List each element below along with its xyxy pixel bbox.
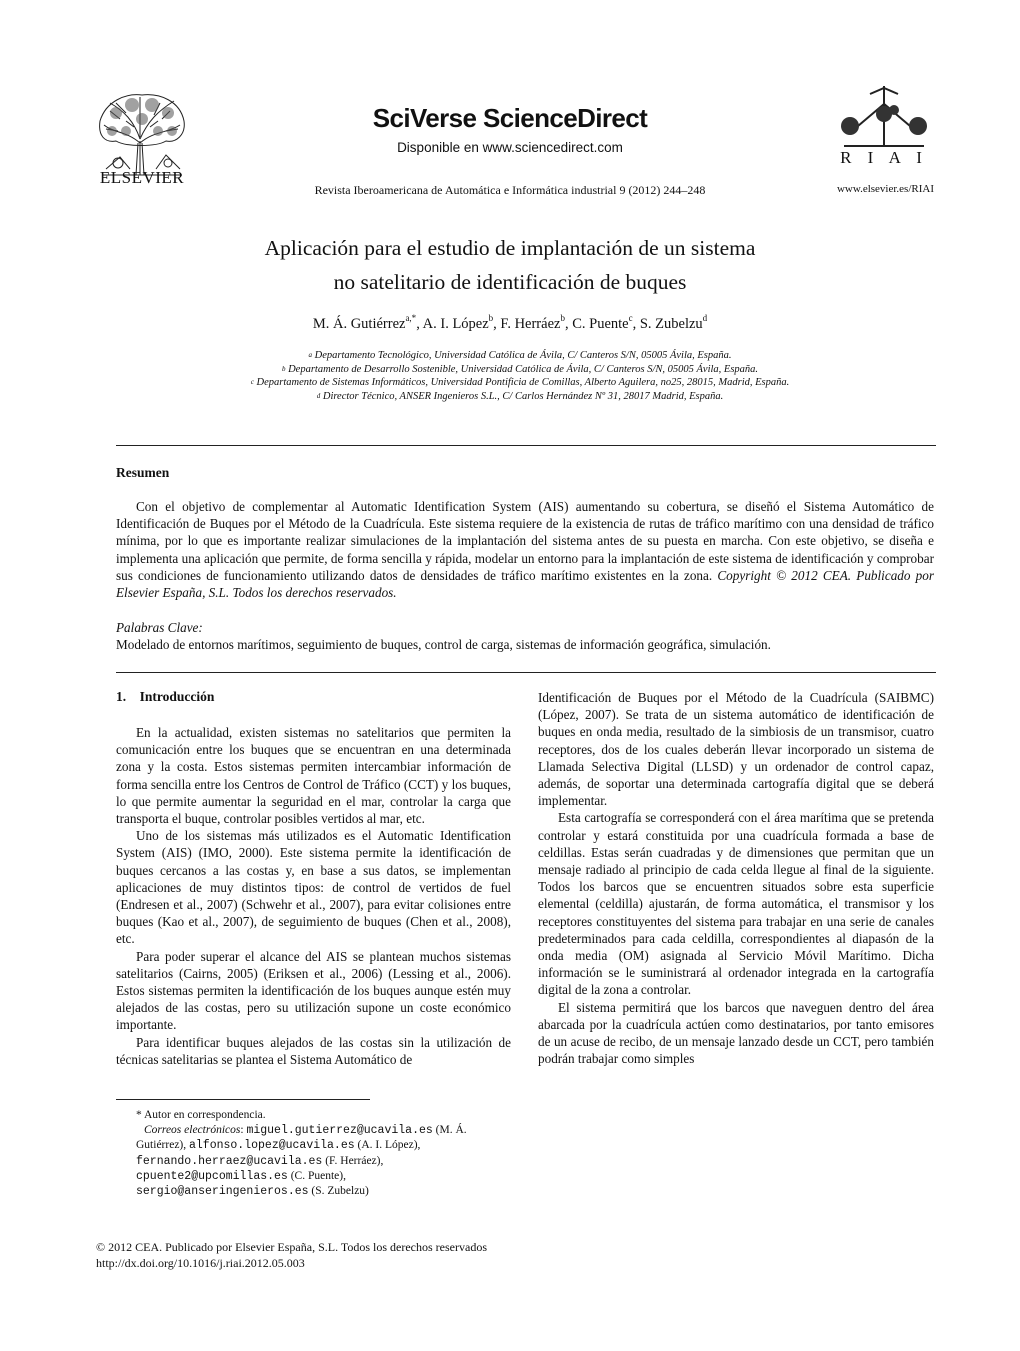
affiliation-mark: d	[316, 392, 321, 401]
author-name: S. Zubelzu	[639, 316, 703, 332]
affiliation	[120, 376, 920, 390]
email-owner: (C. Puente),	[290, 1169, 346, 1182]
affiliation-list	[120, 349, 920, 404]
email-link[interactable]: miguel.gutierrez@ucavila.es	[246, 1124, 433, 1138]
footer-copyright: © 2012 CEA. Publicado por Elsevier España, S.L. Todos los derechos reservados	[96, 1240, 487, 1254]
affiliation-mark: b	[281, 364, 286, 373]
author-affiliation-mark: a,*	[405, 313, 417, 323]
author-separator: ,	[632, 316, 640, 332]
author-name: C. Puente	[572, 316, 629, 332]
email-owner: (S. Zubelzu)	[311, 1185, 369, 1198]
affiliation	[120, 390, 920, 404]
platform-title: SciVerse ScienceDirect	[372, 103, 648, 133]
author-name: M. Á. Gutiérrez	[312, 316, 406, 332]
paper-title-line-1: Aplicación para el estudio de implantación de un sistema	[264, 236, 756, 260]
journal-url[interactable]: www.elsevier.es/RIAI	[836, 183, 934, 195]
paragraph: Para poder superar el alcance del AIS se plantean muchos sistemas satelitarios (Cairns, 2005) (Eriksen et al., 2006) (Lessing et al., 2006). Estos sistemas permiten la identificación de los buques aunque estén muy alejados de las costas, pero su utilización supone un coste económico importante.	[116, 948, 511, 1033]
author-affiliation-mark: d	[702, 313, 708, 323]
footnote-divider	[116, 1099, 370, 1100]
author-separator: ,	[564, 316, 573, 332]
affiliation-text: Director Técnico, ANSER Ingenieros S.L., C/ Carlos Hernández Nº 31, 28017 Madrid, España.	[322, 391, 724, 403]
email-owner: (F. Herráez),	[325, 1154, 384, 1167]
author-affiliation-mark: b	[488, 313, 494, 323]
author-separator: ,	[416, 316, 423, 332]
affiliation-text: Departamento Tecnológico, Universidad Católica de Ávila, C/ Canteros S/N, 05005 Ávila, España.	[314, 350, 732, 361]
publisher-name: ELSEVIER	[99, 168, 185, 187]
platform-subtitle: Disponible en www.sciencedirect.com	[397, 140, 623, 155]
affiliation-text: Departamento de Desarrollo Sostenible, Universidad Católica de Ávila, C/ Canteros S/N, 05005 Ávila, España.	[288, 363, 759, 375]
corresponding-author-note: * Autor en correspondencia.	[136, 1109, 266, 1121]
email-list: Correos electrónicos: miguel.gutierrez@ucavila.es (M. Á. Gutiérrez), alfonso.lopez@ucavila.es (A. I. López), fernando.herraez@ucavila.es (F. Herráez), cpuente2@upcomillas.es (C. Puente), sergio@anseringenieros.es (S. Zubelzu)	[136, 1124, 467, 1199]
paper-title	[150, 231, 870, 299]
emails-label: Correos electrónicos	[144, 1124, 241, 1137]
email-link[interactable]: sergio@anseringenieros.es	[136, 1185, 309, 1199]
email-owner: (A. I. López),	[357, 1139, 421, 1152]
abstract-heading: Resumen	[116, 465, 170, 480]
affiliation-mark: c	[250, 378, 254, 387]
email-link[interactable]: fernando.herraez@ucavila.es	[136, 1154, 323, 1168]
author-affiliation-mark: b	[560, 313, 565, 323]
affiliation	[120, 349, 920, 363]
email-link[interactable]: alfonso.lopez@ucavila.es	[189, 1139, 355, 1153]
footer-doi[interactable]: http://dx.doi.org/10.1016/j.riai.2012.05.003	[96, 1256, 305, 1270]
right-column	[538, 689, 934, 1067]
keywords-label: Palabras Clave:	[116, 620, 203, 635]
paragraph: En la actualidad, existen sistemas no satelitarios que permiten la comunicación entre los buques que se encuentran en una determinada zona y la costa. Estos sistemas permiten intercambiar información de forma sencilla entre los Centros de Control de Tráfico (CCT) y los buques, lo que permite aumentar la seguridad en el mar, controlar la carga que transporta el buque, controlar posibles vertidos al mar, etc.	[116, 725, 511, 827]
footnotes	[136, 1108, 516, 1199]
affiliation	[120, 363, 920, 377]
email-link[interactable]: cpuente2@upcomillas.es	[136, 1169, 288, 1183]
left-column	[116, 724, 511, 1068]
keywords: Modelado de entornos marítimos, seguimiento de buques, control de carga, sistemas de información geográfica, simulación.	[116, 637, 771, 652]
author-name: F. Herráez	[500, 316, 561, 332]
abstract-copyright: Copyright © 2012 CEA. Publicado por Elsevier España, S.L. Todos los derechos reservados.	[116, 567, 935, 601]
paragraph: Esta cartografía se corresponderá con el área marítima que se pretenda controlar y estará constituida por una cuadrícula formada a base de celdillas. Estas serán cuadradas y de dimensiones que permitan que un mensaje radiado al principio de cada celda llegue al final de la siguiente. Todos los barcos que se encuentren situados sobre esta superficie elemental (celdilla) ajustarán, de forma automática, el transmisor y los receptores constituyentes del sistema para trabajar en una serie de canales predeterminados para cada celdilla, correspondientes al diapasón de la onda media (OM) asignada al Servicio Móvil Marítimo. Dicha información se le suministrará al ordenador integrada en la cartografía digital de la zona a controlar.	[538, 810, 934, 998]
paper-title-line-2: no satelitario de identificación de buques	[333, 270, 687, 294]
paragraph: Identificación de Buques por el Método de la Cuadrícula (SAIBMC) (López, 2007). Se trata de un sistema automático de identificación de buques en onda media, resultado de la simbiosis de un transmisor, cuatro receptores, dos de los cuales deberán llevar incorporado un sistema de Llamada Selectiva Digital (LLSD) y un ordenador de control capaz, además, de soportar una determinada cartografía digital que se deberá implementar.	[538, 690, 934, 809]
paragraph: Para identificar buques alejados de las costas sin la utilización de técnicas satelitarias se plantea el Sistema Automático de	[116, 1034, 511, 1067]
author-affiliation-mark: c	[628, 313, 633, 323]
author-name: A. I. López	[422, 316, 489, 332]
abstract-body: Con el objetivo de complementar al Automatic Identification System (AIS) aumentando su cobertura, se diseñó el Sistema Automático de Identificación de Buques por el Método de la Cuadrícula. Este sistema requiere de la existencia de rutas de tráfico marítimo con una densidad de tráfico mínima, por lo que es importante realizar simulaciones de la implantación del sistema antes de su puesta en marcha. Con este objetivo, se diseña e implementa una aplicación que permite, de forma sencilla y rápida, modelar un entorno para la implantación de este sistema de identificación y comprobar sus condiciones de funcionamiento utilizando datos de densidades de tráfico marítimo existentes en la zona.	[116, 499, 934, 583]
journal-citation: Revista Iberoamericana de Automática e Informática industrial 9 (2012) 244–248	[314, 183, 706, 197]
section-heading: 1. Introducción	[116, 689, 215, 704]
riai-letters: R I A I	[840, 148, 928, 167]
author-separator: ,	[493, 316, 501, 332]
divider	[116, 445, 936, 446]
page-footer	[96, 1239, 696, 1271]
abstract-text	[116, 498, 934, 601]
paragraph: El sistema permitirá que los barcos que naveguen dentro del área abarcada por la cuadrícula actúen como destinatarios, por tanto emisores de un acuse de recibo, de un mensaje lanzado desde un CCT, pero también podrán trabajar como simples	[538, 999, 934, 1067]
divider	[116, 672, 936, 673]
paragraph: Uno de los sistemas más utilizados es el Automatic Identification System (AIS) (IMO, 2000). Este sistema permite la identificación de buques cercanos a las costas y, en base a sus datos, se implementan aplicaciones de muy distintos tipos: de control de vertidos de fuel (Endresen et al., 2007) (Schwehr et al., 2007), para evitar colisiones entre buques (Kao et al., 2007), de seguimiento de buques (Chen et al., 2008), etc.	[116, 828, 511, 947]
email-owner: (M. Á. Gutiérrez),	[136, 1124, 467, 1152]
affiliation-text: Departamento de Sistemas Informáticos, Universidad Pontificia de Comillas, Alberto Aguilera, no25, 28015, Madrid, España.	[256, 377, 790, 389]
author-list	[150, 313, 870, 333]
affiliation-mark: a	[308, 351, 312, 359]
